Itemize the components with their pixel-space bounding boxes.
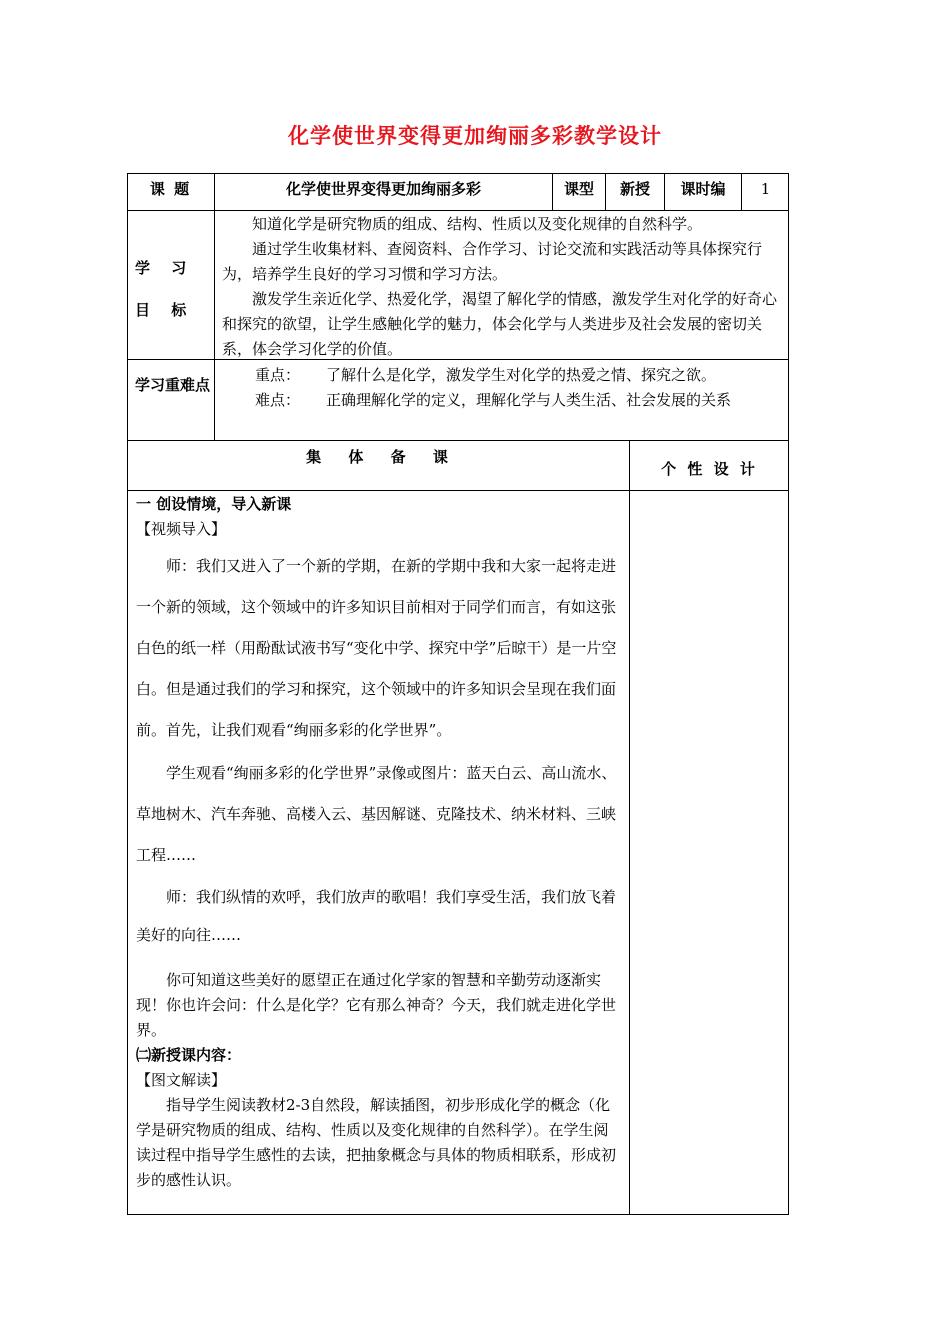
collective-header: 集 体 备 课	[306, 448, 450, 466]
objective-paragraph: 通过学生收集材料、查阅资料、合作学习、讨论交流和实践活动等具体探究行为，培养学生良好的学习习惯和学习方法。	[222, 240, 763, 283]
video-label: 【视频导入】	[136, 520, 227, 538]
period-label: 课时编	[680, 180, 726, 198]
personal-header: 个 性 设 计	[661, 460, 758, 478]
difficulty-text: 正确理解化学的定义，理解化学与人类生活、社会发展的关系	[326, 391, 732, 409]
row-divider	[127, 440, 789, 441]
type-value: 新授	[619, 180, 650, 198]
objectives-label: 学 习 目 标	[135, 259, 195, 319]
section-heading: 一 创设情境，导入新课	[136, 495, 292, 513]
document-title: 化学使世界变得更加绚丽多彩教学设计	[288, 123, 662, 148]
type-label: 课型	[563, 180, 594, 198]
objective-paragraph: 知道化学是研究物质的组成、结构、性质以及变化规律的自然科学。	[252, 215, 703, 233]
paragraph: 指导学生阅读教材2-3自然段，解读插图，初步形成化学的概念（化学是研究物质的组成、结构、性质以及变化规律的自然科学）。在学生阅读过程中指导学生感性的去读，把抽象概念与具体的物质相联系，形成初步的感性认识。	[136, 1096, 617, 1189]
row-divider	[127, 210, 789, 211]
difficulty-label: 难点：	[255, 391, 301, 409]
focus-line	[222, 363, 782, 388]
paragraph: 师：我们纵情的欢呼，我们放声的歌唱！我们享受生活，我们放飞着美好的向往……	[136, 888, 617, 944]
focus-text: 了解什么是化学，激发学生对化学的热爱之情、探究之欲。	[326, 366, 717, 384]
paragraph: 你可知道这些美好的愿望正在通过化学家的智慧和辛勤劳动逐渐实现！你也许会问：什么是化学？它有那么神奇？今天，我们就走进化学世界。	[136, 971, 617, 1039]
objective-paragraph: 激发学生亲近化学、热爱化学，渴望了解化学的情感，激发学生对化学的好奇心和探究的欲望，让学生感触化学的魅力，体会化学与人类进步及社会发展的密切关系，体会学习化学的价值。	[222, 290, 778, 358]
collective-content	[136, 492, 620, 1193]
paragraph: 学生观看“绚丽多彩的化学世界”录像或图片：蓝天白云、高山流水、草地树木、汽车奔驰、高楼入云、基因解谜、克隆技术、纳米材料、三峡工程……	[136, 764, 617, 864]
key-points-content	[222, 363, 782, 413]
topic-value: 化学使世界变得更加绚丽多彩	[285, 180, 481, 198]
difficulty-line	[222, 388, 782, 413]
focus-label: 重点：	[255, 366, 301, 384]
row-divider	[127, 490, 789, 491]
col-divider	[629, 440, 630, 1215]
period-value: 1	[760, 180, 771, 198]
topic-label: 课 题	[149, 180, 192, 198]
key-points-label: 学习重难点	[135, 376, 211, 394]
paragraph: 师：我们又进入了一个新的学期，在新的学期中我和大家一起将走进一个新的领域，这个领域中的许多知识目前相对于同学们而言，有如这张白色的纸一样（用酚酞试液书写“变化中学、探究中学”后晾干）是一片空白。但是通过我们的学习和探究，这个领域中的许多知识会呈现在我们面前。首先，让我们观看“绚丽多彩的化学世界”。	[136, 557, 617, 739]
objectives-content	[222, 212, 782, 362]
col-divider	[214, 173, 215, 441]
section-heading: ㈡新授课内容：	[136, 1046, 242, 1064]
reading-label: 【图文解读】	[136, 1071, 227, 1089]
